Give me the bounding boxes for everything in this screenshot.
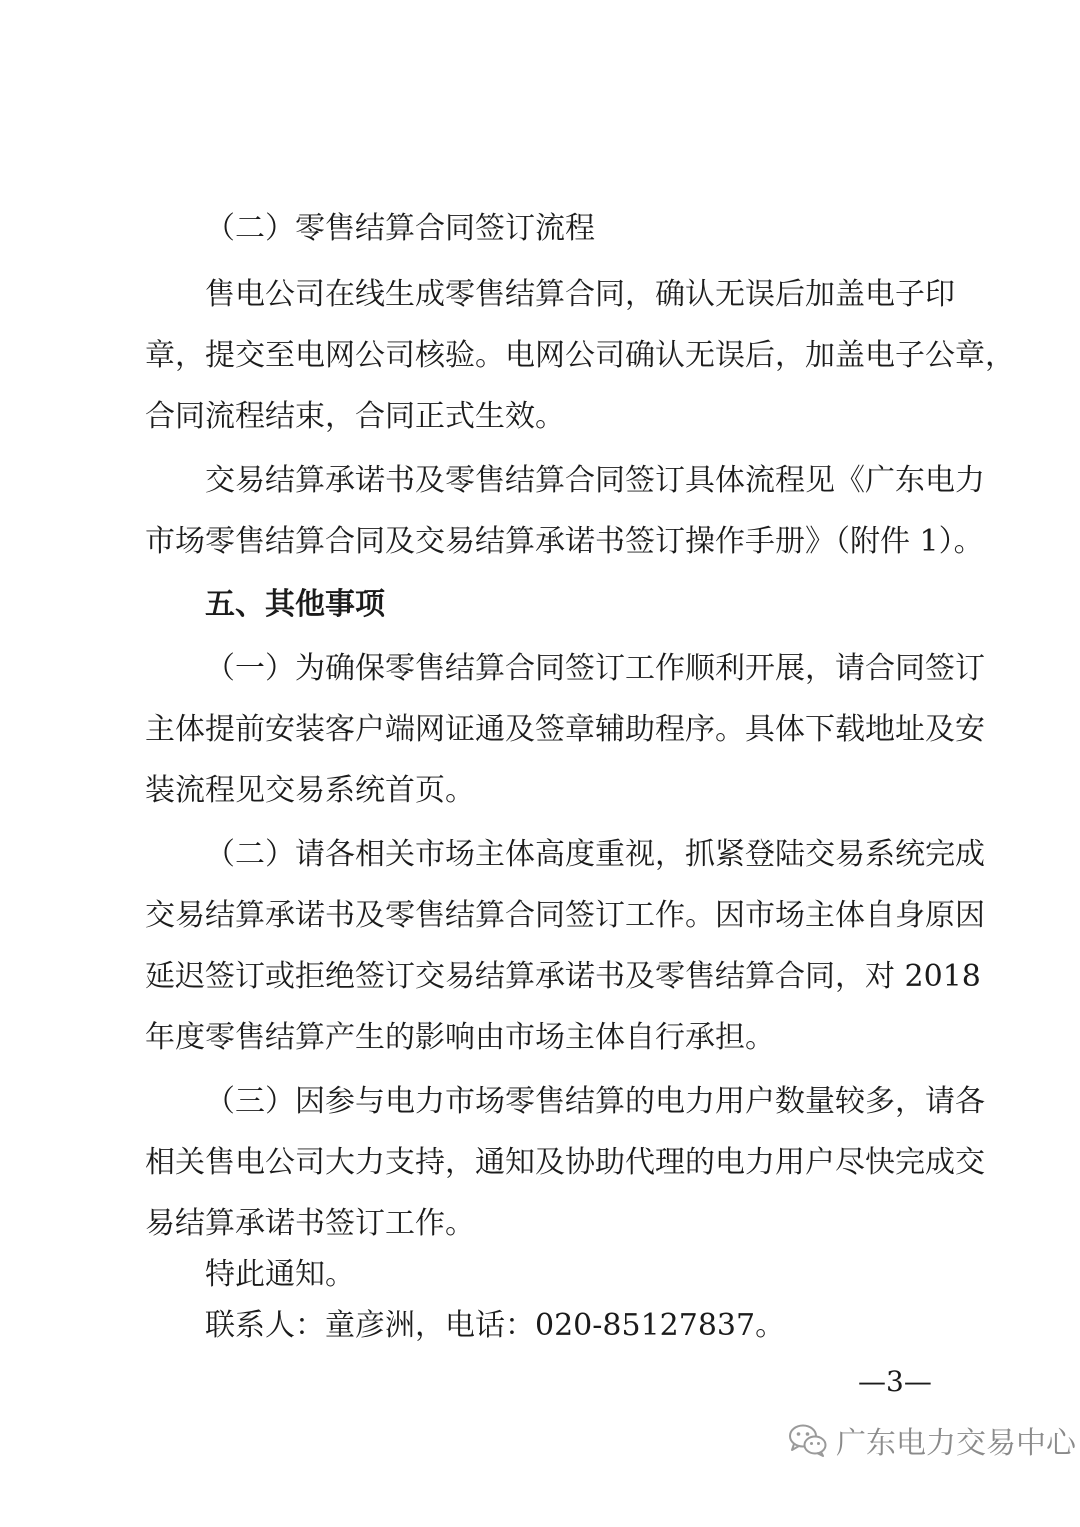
watermark-text: 广东电力交易中心 xyxy=(836,1426,1076,1461)
wechat-watermark xyxy=(788,1418,1076,1462)
paragraph-line: 售电公司在线生成零售结算合同，确认无误后加盖电子印 xyxy=(205,277,955,312)
section-heading-other-matters: 五、其他事项 xyxy=(205,587,385,622)
paragraph-line: 相关售电公司大力支持，通知及协助代理的电力用户尽快完成交 xyxy=(145,1145,985,1180)
paragraph-line: 装流程见交易系统首页。 xyxy=(145,773,475,808)
paragraph-line: （三）因参与电力市场零售结算的电力用户数量较多，请各 xyxy=(205,1084,985,1119)
paragraph-line: 交易结算承诺书及零售结算合同签订工作。因市场主体自身原因 xyxy=(145,898,985,933)
paragraph-line: 市场零售结算合同及交易结算承诺书签订操作手册》（附件 1）。 xyxy=(145,524,984,559)
wechat-icon xyxy=(788,1423,828,1457)
subsection-title-retail-contract: （二）零售结算合同签订流程 xyxy=(205,211,595,246)
paragraph-line: 章，提交至电网公司核验。电网公司确认无误后，加盖电子公章， xyxy=(145,338,1015,373)
paragraph-line: 主体提前安装客户端网证通及签章辅助程序。具体下载地址及安 xyxy=(145,712,985,747)
paragraph-line: 易结算承诺书签订工作。 xyxy=(145,1206,475,1241)
paragraph-line: （二）请各相关市场主体高度重视，抓紧登陆交易系统完成 xyxy=(205,837,985,872)
paragraph-line: 延迟签订或拒绝签订交易结算承诺书及零售结算合同，对 2018 xyxy=(145,959,981,994)
paragraph-line: 年度零售结算产生的影响由市场主体自行承担。 xyxy=(145,1020,775,1055)
page-number: —3— xyxy=(858,1365,932,1398)
contact-info: 联系人：童彦洲，电话：020-85127837。 xyxy=(205,1308,786,1343)
closing-notice: 特此通知。 xyxy=(205,1257,355,1292)
paragraph-line: 合同流程结束，合同正式生效。 xyxy=(145,399,565,434)
paragraph-line: 交易结算承诺书及零售结算合同签订具体流程见《广东电力 xyxy=(205,463,985,498)
paragraph-line: （一）为确保零售结算合同签订工作顺利开展，请合同签订 xyxy=(205,651,985,686)
